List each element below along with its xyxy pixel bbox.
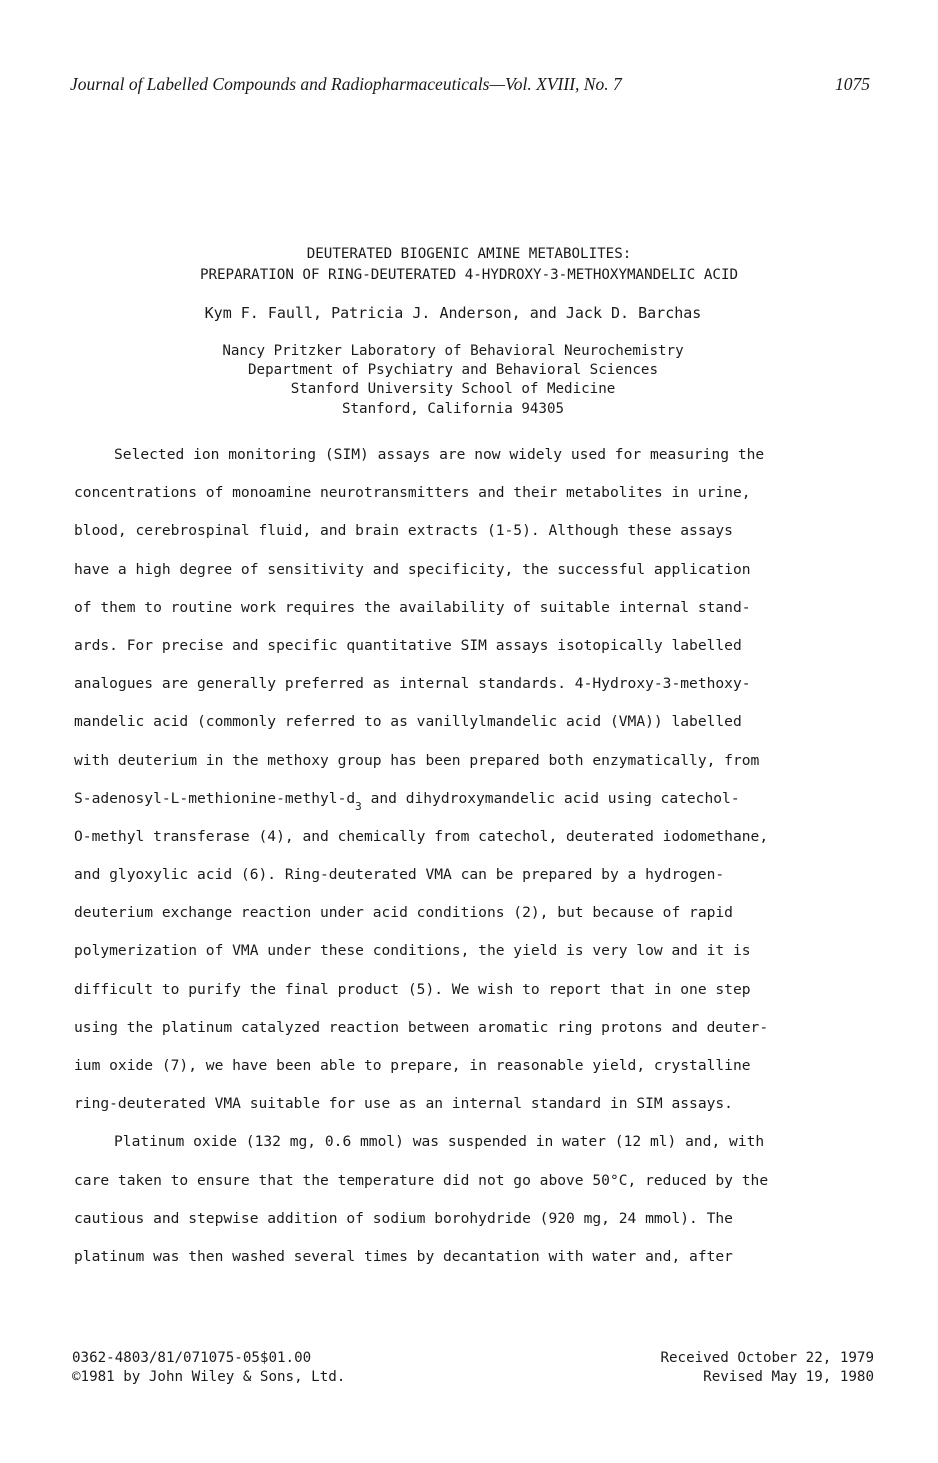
author-list: Kym F. Faull, Patricia J. Anderson, and Jack D. Barchas xyxy=(204,304,702,322)
text-fragment: and dihydroxymandelic acid using catechol- xyxy=(361,789,740,807)
text-line: Selected ion monitoring (SIM) assays are now widely used for measuring the xyxy=(114,446,765,463)
text-line: ium oxide (7), we have been able to prepare, in reasonable yield, crystalline xyxy=(74,1057,751,1074)
text-line: of them to routine work requires the availability of suitable internal stand- xyxy=(74,598,751,616)
footer-right xyxy=(660,1349,874,1387)
text-line: ring-deuterated VMA suitable for use as an internal standard in SIM assays. xyxy=(74,1095,733,1113)
affiliation-line: Nancy Pritzker Laboratory of Behavioral Neurochemistry xyxy=(222,343,684,359)
affiliation-line: Stanford, California 94305 xyxy=(341,400,565,417)
received-date: Received October 22, 1979 xyxy=(660,1350,874,1366)
copyright-notice: ©1981 by John Wiley & Sons, Ltd. xyxy=(72,1369,346,1385)
text-line: care taken to ensure that the temperature did not go above 50°C, reduced by the xyxy=(74,1171,769,1189)
text-line: analogues are generally preferred as internal standards. 4-Hydroxy-3-methoxy- xyxy=(74,675,751,693)
text-line: O-methyl transferase (4), and chemically from catechol, deuterated iodomethane, xyxy=(74,827,769,845)
text-line: cautious and stepwise addition of sodium borohydride (920 mg, 24 mmol). The xyxy=(74,1209,733,1227)
paragraph-2 xyxy=(74,1123,874,1276)
text-line: platinum was then washed several times by decantation with water and, after xyxy=(74,1247,733,1265)
affiliation-line: Stanford University School of Medicine xyxy=(290,381,616,398)
text-line: mandelic acid (commonly referred to as vanillylmandelic acid (VMA)) labelled xyxy=(74,713,742,731)
text-line: concentrations of monoamine neurotransmitters and their metabolites in urine, xyxy=(74,484,751,502)
text-line: blood, cerebrospinal fluid, and brain extracts (1-5). Although these assays xyxy=(74,522,733,540)
subscript: 3 xyxy=(355,799,362,813)
revised-date: Revised May 19, 1980 xyxy=(703,1369,874,1385)
affiliation-line: Department of Psychiatry and Behavioral Sciences xyxy=(248,362,658,379)
footer-left xyxy=(72,1349,345,1387)
journal-title: Journal of Labelled Compounds and Radiopharmaceuticals—Vol. XVIII, No. 7 xyxy=(70,74,622,94)
page-number: 1075 xyxy=(835,74,870,94)
article-title xyxy=(0,244,938,286)
text-line: difficult to purify the final product (5). We wish to report that in one step xyxy=(74,980,751,998)
issn-code: 0362-4803/81/071075-05$01.00 xyxy=(72,1350,312,1366)
text-line: using the platinum catalyzed reaction between aromatic ring protons and deuter- xyxy=(74,1018,769,1036)
title-line-2: PREPARATION OF RING-DEUTERATED 4-HYDROXY-3-METHOXYMANDELIC ACID xyxy=(199,267,739,283)
text-line: have a high degree of sensitivity and specificity, the successful application xyxy=(74,560,751,578)
text-line: deuterium exchange reaction under acid conditions (2), but because of rapid xyxy=(74,904,733,922)
text-line-with-subscript xyxy=(74,780,874,818)
text-line: Platinum oxide (132 mg, 0.6 mmol) was suspended in water (12 ml) and, with xyxy=(114,1133,765,1151)
text-line: and glyoxylic acid (6). Ring-deuterated VMA can be prepared by a hydrogen- xyxy=(74,866,725,884)
text-line: with deuterium in the methoxy group has been prepared both enzymatically, from xyxy=(74,751,760,769)
affiliation xyxy=(0,342,906,419)
body-text xyxy=(74,436,874,1276)
text-line: polymerization of VMA under these conditions, the yield is very low and it is xyxy=(74,942,751,960)
running-head xyxy=(70,74,870,98)
text-line: ards. For precise and specific quantitative SIM assays isotopically labelled xyxy=(74,636,742,654)
text-fragment: S-adenosyl-L-methionine-methyl-d xyxy=(74,789,356,807)
paragraph-1 xyxy=(74,436,874,1123)
title-line-1: DEUTERATED BIOGENIC AMINE METABOLITES: xyxy=(306,246,632,262)
